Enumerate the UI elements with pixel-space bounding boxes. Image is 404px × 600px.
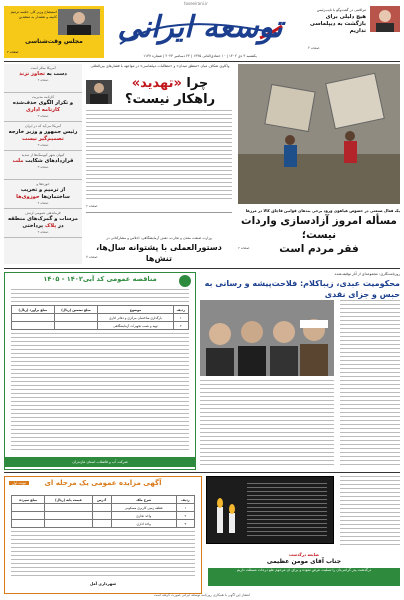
sidebar-title-text: قراردادهای شکایت [25, 157, 74, 164]
main-story-kicker: یک فعال صنعتی در خصوص هیاهوی ورود برخی بندهای قوانین قاچاق کالا در مرزها [245, 208, 400, 213]
sidebar-title-highlight: تصمیم‌گیر نیست [22, 135, 64, 142]
sidebar-item-kicker: آمریکا می‌آید که در ایران [25, 124, 61, 128]
tender-col-estimate: مبلغ برآورد (ریال) [12, 306, 55, 314]
sidebar-title-text: مرسات و گمرک‌های منطقه در [8, 215, 78, 229]
tender-header-row [12, 306, 189, 314]
porters-photo [238, 64, 400, 204]
portraits-photo [200, 300, 334, 376]
sidebar-title-highlight: حوزوی‌ها [16, 193, 40, 200]
tender-top-title: مناقصه عمومی کد آ‌بی۱۴۰۲ - ۱۴۰۵ [43, 275, 157, 283]
condolence-title[interactable]: جناب آقای مومن عظیمی [266, 558, 342, 565]
sidebar-title-highlight: پلاک [44, 222, 57, 229]
sidebar-item-page: صفحه ۳ [37, 164, 49, 169]
sidebar-item[interactable] [4, 209, 82, 238]
threat-title-line2: راهکار نیست؟ [124, 92, 216, 107]
column-right-body-2 [200, 380, 334, 466]
portrait-icon [58, 9, 100, 35]
threat-title-part1: چرا [186, 76, 209, 91]
lower-right-body [340, 476, 400, 548]
four-portraits [200, 300, 334, 376]
sidebar-item[interactable] [4, 93, 82, 122]
auction-header-row: ردیف شرح ملک آدرس قیمت پایه (ریال) مبلغ سپرده [12, 496, 195, 504]
mid-divider [4, 268, 400, 269]
threat-page: صفحه ۲ [86, 204, 98, 208]
threat-body [86, 110, 232, 202]
column-right-kicker: روزنامه‌نگاری: مجموعه‌ای از آثار توقیف‌شده [334, 272, 400, 276]
sidebar-item-page: صفحه ۳ [37, 142, 49, 147]
sidebar-item-title [7, 129, 79, 143]
sidebar-item[interactable] [4, 180, 82, 209]
threat-kicker: واکاوی شکاف میان «منطق میدان» و «مطالبات دیپلماسی» در مواجهه با فشارهای بین‌المللی [90, 64, 230, 68]
teaser-kicker: مراقبتی در گفت‌وگو با نایب‌رئیس [316, 8, 366, 12]
tender-top-footer: شرکت آب و فاضلاب استان مازندران [5, 457, 195, 467]
sidebar-item[interactable] [4, 151, 82, 180]
sidebar-list [4, 64, 82, 238]
sidebar-item-title [7, 71, 79, 78]
portrait-icon [370, 6, 400, 32]
header-divider [4, 61, 400, 62]
condolence-ad[interactable] [206, 476, 334, 544]
sidebar-item-title [7, 187, 79, 201]
tender-emblem [179, 275, 191, 287]
sidebar-item-title [7, 100, 79, 114]
date-line: یکشنبه ۳ دی ۱۴۰۲ | ۱۰ جمادی‌الثانی ۱۴۴۵ | ۲۴ دسامبر ۲۰۲۳ | شماره ۱۱۳۷ [143, 54, 257, 58]
sidebar-item-title [7, 216, 79, 230]
masthead-title: توسعه ایرانی [117, 10, 283, 45]
sidebar-title-highlight: ملت [12, 157, 24, 164]
sidebar-title-end: پرداختی [22, 222, 44, 229]
lower-divider [4, 472, 400, 473]
teaser-photo [370, 6, 400, 32]
auction-details [11, 531, 195, 577]
ministry-divider [86, 212, 232, 213]
sidebar [4, 64, 82, 264]
table-row: ۲ تهیه و نصب تجهیزات آزمایشگاهی [12, 322, 189, 330]
ministry-title[interactable]: دستورالعملی با پشتوانه سال‌ها، تنش‌ها [96, 243, 222, 263]
tender-col-guarantee: مبلغ تضمین (ریال) [54, 306, 98, 314]
tender-top[interactable] [4, 272, 196, 470]
threat-title[interactable] [110, 76, 230, 108]
sidebar-title-highlight: تجاوز نزند [19, 70, 45, 77]
threat-title-highlight: «تهدید» [131, 76, 182, 91]
sidebar-title-text: از ترمیم و تخریب ساختمان‌ها [20, 186, 70, 200]
auction-table-grid [11, 495, 195, 528]
sidebar-item-kicker: آمریکا منکر است [30, 66, 56, 70]
table-row: ۳ واحد اداری [12, 520, 195, 528]
portrait-icon [86, 80, 112, 104]
tender-table [11, 305, 189, 330]
main-story-title[interactable] [238, 214, 400, 256]
sidebar-title-text: رئیس جمهور و وزیر خارجه [8, 128, 78, 135]
column-right-title[interactable]: محکومیت عبدی، زیباکلام: فلاحت‌پیشه و رسانی به حبس و جزای نقدی [204, 279, 400, 299]
tender-col-row: ردیف [173, 306, 188, 314]
tender-top-table [11, 305, 189, 330]
sidebar-item[interactable] [4, 64, 82, 93]
left-teaser[interactable] [4, 6, 104, 58]
table-row: ۱ قطعه زمین کاربری مسکونی [12, 504, 195, 512]
ministry-kicker: وزارت صنعت معدن و تجارت، نقش آزمایشگاهی، اجلاس و مشارکتاتی در [106, 236, 212, 240]
sidebar-item-page: صفحه ۳ [37, 113, 49, 118]
tender-col-subject: موضوع [98, 306, 173, 314]
auction-footer: شهرداری آمل [90, 581, 116, 586]
main-title-line1: مسأله امروز آزادسازی واردات نیست؛ [241, 215, 397, 241]
main-photo[interactable] [238, 64, 400, 204]
sidebar-item-kicker: فرماندهی عمومی ارتش [25, 211, 61, 215]
auction-title: آگهی مزایده عمومی یک مرحله ای [44, 479, 162, 487]
masthead-logo[interactable] [110, 4, 290, 52]
sidebar-item-kicker: حوزه‌ها و [36, 182, 50, 186]
main-title-line2: فقر مردم است [279, 243, 359, 255]
threat-photo [86, 80, 112, 104]
condolence-banner: ضایعه درگذشت [288, 552, 320, 557]
ministry-page: صفحه ۷ [86, 255, 98, 259]
condolence-text: درگذشت پدر گرامی‌تان را تسلیت عرض نموده و برای آن مرحوم علو درجات مسئلت داریم [208, 568, 400, 586]
sidebar-title-text: دست به [46, 70, 67, 77]
sidebar-item-page: صفحه ۴ [37, 200, 49, 205]
left-teaser-text: استیضاح وزیر کار، جلسه ترمیم کابینه و هشدار به منتقدین [10, 10, 57, 19]
sidebar-item-page: صفحه ۲ [37, 77, 49, 82]
tender-top-details [11, 333, 189, 451]
condolence-body [247, 483, 327, 537]
sidebar-item-kicker: کارنامه مدیریت [31, 95, 55, 99]
site-url[interactable]: toseeirani.ir [184, 1, 208, 6]
left-teaser-photo [58, 9, 100, 35]
teaser-page: صفحه ۳ [308, 46, 320, 50]
sidebar-title-highlight: کارنامه اداری [26, 106, 60, 113]
left-teaser-title: مجلس وقت‌شناسی [25, 38, 83, 45]
auction[interactable] [4, 476, 202, 594]
sidebar-item-kicker: کیوان شهر کیوسک‌ها از تمدید [21, 153, 65, 157]
teaser-title: هیچ دلیلی برای بازگشت به دیپلماسی نداریم [309, 14, 366, 34]
auction-stage: نوبت اول [9, 481, 29, 485]
table-row: ۱ بارگذاری ساختمان مرکزی و دفاتر اداری [12, 314, 189, 322]
page-footer: انتشار این آگهی با همکاری روزنامه توسعه ایرانی صورت گرفته است [153, 593, 251, 597]
right-teaser[interactable] [308, 6, 400, 54]
left-teaser-page: صفحه ۲ [7, 50, 19, 54]
sidebar-item-title [7, 158, 79, 165]
tender-top-intro [11, 289, 189, 303]
table-row: ۲ واحد تجاری [12, 512, 195, 520]
auction-table [11, 495, 195, 528]
sidebar-item-page: صفحه ۴ [37, 229, 49, 234]
sidebar-item[interactable] [4, 122, 82, 151]
main-story-page: صفحه ۲ [238, 246, 250, 250]
sidebar-title-text: و تکرار الگوی حذف‌شده [12, 99, 74, 106]
column-right-body-1 [340, 300, 400, 466]
